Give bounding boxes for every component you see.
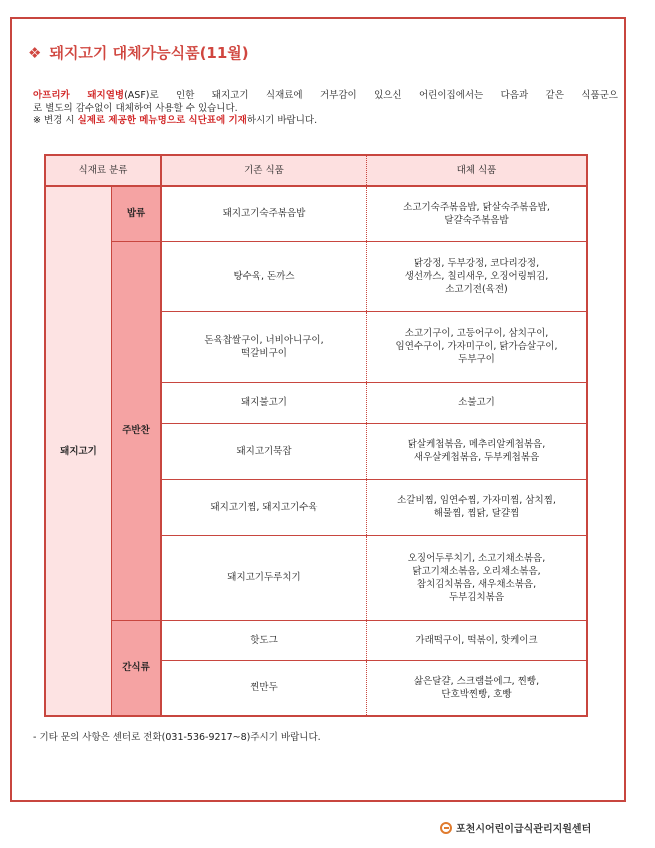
page-title-text: 돼지고기 대체가능식품(11월) [49, 44, 249, 62]
original-food-cell: 돼지고기숙주볶음밥 [161, 186, 367, 241]
table-row [45, 620, 587, 660]
minor-category-cell: 간식류 [112, 620, 162, 716]
substitute-food-cell: 삶은달걀, 스크램블에그, 찐빵, 단호박찐빵, 호빵 [367, 660, 588, 716]
original-food-cell: 탕수육, 돈까스 [161, 241, 367, 311]
intro-note-prefix: ※ 변경 시 [33, 115, 78, 126]
intro-note-highlight: 실제로 제공한 메뉴명으로 식단표에 기재 [77, 115, 247, 126]
substitute-food-table [44, 154, 588, 717]
original-food-cell: 핫도그 [161, 620, 367, 660]
intro-note-suffix: 하시기 바랍니다. [246, 115, 318, 126]
header-substitute: 대체 식품 [367, 155, 588, 186]
diamond-bullet-icon: ❖ [28, 44, 42, 62]
table-row [45, 241, 587, 311]
contact-note: - 기타 문의 사항은 센터로 전화(031-536-9217~8)주시기 바랍니다. [33, 732, 321, 743]
table-row [45, 186, 587, 241]
center-logo-icon [440, 822, 452, 834]
intro-note [33, 115, 618, 128]
header-original: 기존 식품 [161, 155, 367, 186]
minor-category-cell: 주반찬 [112, 241, 162, 620]
original-food-cell: 돼지고기묵잡 [161, 423, 367, 479]
substitute-food-cell: 소고기구이, 고등어구이, 삼치구이, 임연수구이, 가자미구이, 닭가슴살구이, 두부구이 [367, 311, 588, 382]
substitute-food-cell: 소불고기 [367, 382, 588, 423]
original-food-cell: 돼지불고기 [161, 382, 367, 423]
center-name: 포천시어린이급식관리지원센터 [456, 824, 592, 835]
original-food-cell: 찐만두 [161, 660, 367, 716]
substitute-food-cell: 오징어두루치기, 소고기채소볶음, 닭고기채소볶음, 오리채소볶음, 참치김치볶음, 새우채소볶음, 두부김치볶음 [367, 535, 588, 620]
minor-category-cell: 밥류 [112, 186, 162, 241]
intro-line-1 [33, 90, 618, 103]
substitute-food-cell: 닭살케첩볶음, 메추리알케첩볶음, 새우살케첩볶음, 두부케첩볶음 [367, 423, 588, 479]
asf-highlight: 아프리카 돼지열병 [33, 90, 125, 101]
major-category-cell: 돼지고기 [45, 186, 112, 716]
substitute-food-cell: 소고기숙주볶음밥, 닭살숙주볶음밥, 달걀숙주볶음밥 [367, 186, 588, 241]
intro-text [33, 90, 618, 128]
center-logo [440, 820, 591, 835]
intro-line-1-rest: (ASF)로 인한 돼지고기 식재료에 거부감이 있으신 어린이집에서는 다음과 같은 식품군으 [124, 90, 618, 101]
table-header-row [45, 155, 587, 186]
header-category: 식재료 분류 [45, 155, 161, 186]
substitute-food-cell: 닭강정, 두부강정, 코다리강정, 생선까스, 칠리새우, 오징어링튀김, 소고기전(육전) [367, 241, 588, 311]
original-food-cell: 돼지고기두루치기 [161, 535, 367, 620]
original-food-cell: 돈육찹쌀구이, 너비아니구이, 떡갈비구이 [161, 311, 367, 382]
original-food-cell: 돼지고기찜, 돼지고기수육 [161, 479, 367, 535]
substitute-food-cell: 소갈비찜, 임연수찜, 가자미찜, 삼치찜, 해물찜, 찜닭, 달걀찜 [367, 479, 588, 535]
intro-line-2: 로 별도의 감수없이 대체하여 사용할 수 있습니다. [33, 102, 238, 114]
substitute-food-cell: 가래떡구이, 떡볶이, 핫케이크 [367, 620, 588, 660]
page-title [28, 42, 249, 63]
